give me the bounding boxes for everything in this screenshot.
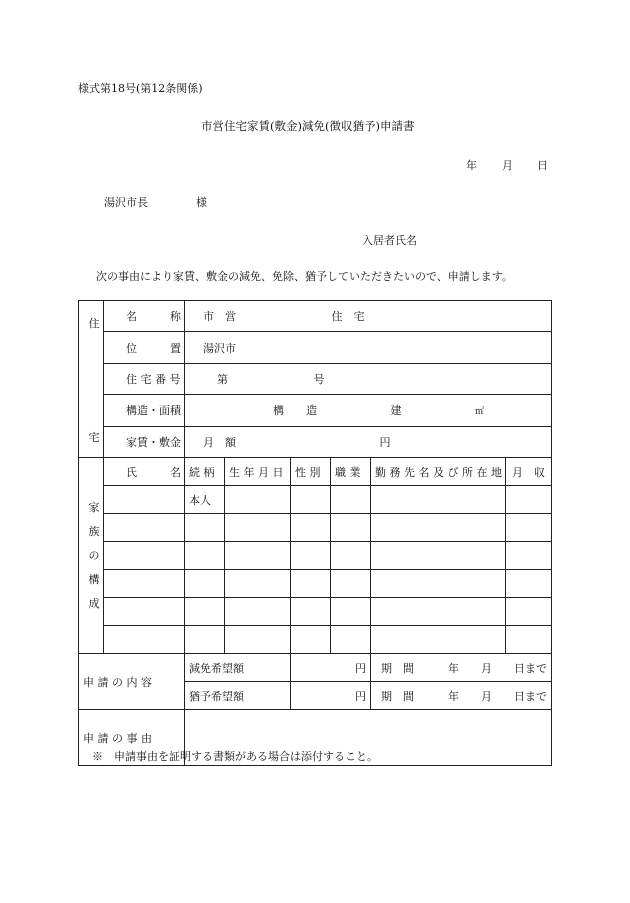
family-income-cell[interactable]	[506, 542, 552, 570]
request-reduction-label: 減免希望額	[185, 654, 291, 682]
family-gender-cell[interactable]	[291, 626, 331, 654]
family-char-1: 家	[88, 500, 100, 514]
family-occupation-cell[interactable]	[331, 542, 371, 570]
family-birthdate-cell[interactable]	[225, 514, 291, 542]
housing-location-field[interactable]: 湯沢市	[185, 332, 552, 363]
family-income-cell[interactable]	[506, 570, 552, 598]
family-income-cell[interactable]	[506, 514, 552, 542]
request-deferral-period-label: 期 間	[381, 689, 414, 703]
family-workplace-cell[interactable]	[371, 514, 506, 542]
family-birthdate-cell[interactable]	[225, 486, 291, 514]
family-row	[79, 570, 552, 598]
family-name-cell[interactable]	[104, 542, 185, 570]
housing-rent-yen: 円	[379, 435, 391, 449]
family-income-cell[interactable]	[506, 598, 552, 626]
request-reason-label: 申 請 の 事 由	[79, 710, 185, 766]
family-birthdate-cell[interactable]	[225, 570, 291, 598]
family-occupation-cell[interactable]	[331, 486, 371, 514]
family-row	[79, 598, 552, 626]
request-reduction-yen: 円	[355, 661, 366, 675]
family-name-cell[interactable]	[104, 514, 185, 542]
request-reduction-period[interactable]	[371, 654, 552, 682]
housing-number-label: 住 宅 番 号	[104, 363, 185, 394]
family-income-cell[interactable]	[506, 486, 552, 514]
family-workplace-cell[interactable]	[371, 570, 506, 598]
page-title: 市営住宅家賃(敷金)減免(徴収猶予)申請書	[201, 119, 415, 133]
housing-structure-unit: ㎡	[475, 407, 485, 418]
family-workplace-cell[interactable]	[371, 598, 506, 626]
applicant-name-label: 入居者氏名	[362, 234, 417, 247]
housing-number-suffix: 号	[313, 372, 325, 386]
addressee-mayor: 湯沢市長	[104, 196, 148, 209]
family-workplace-cell[interactable]	[371, 542, 506, 570]
family-name-cell[interactable]	[104, 598, 185, 626]
family-gender-cell[interactable]	[291, 542, 331, 570]
family-relation-cell[interactable]	[185, 542, 225, 570]
family-occupation-cell[interactable]	[331, 514, 371, 542]
date-day-label: 日	[537, 159, 548, 172]
housing-section-top: 住	[88, 317, 100, 330]
family-row	[79, 542, 552, 570]
housing-structure-kind: 構 造	[273, 404, 317, 418]
family-header-name: 氏 名	[104, 458, 185, 486]
family-occupation-cell[interactable]	[331, 570, 371, 598]
family-header-relation: 続 柄	[185, 458, 225, 486]
housing-number-prefix: 第	[217, 372, 228, 386]
request-reduction-period-label: 期 間	[381, 661, 414, 675]
family-birthdate-cell[interactable]	[225, 598, 291, 626]
family-workplace-cell[interactable]	[371, 486, 506, 514]
family-char-5: 成	[88, 596, 100, 610]
family-gender-cell[interactable]	[291, 570, 331, 598]
family-gender-cell[interactable]	[291, 486, 331, 514]
housing-structure-label: 構造・面積	[104, 395, 185, 426]
family-relation-cell[interactable]	[185, 514, 225, 542]
housing-structure-field[interactable]	[185, 395, 552, 426]
family-row	[79, 626, 552, 654]
family-birthdate-cell[interactable]	[225, 542, 291, 570]
family-header-birthdate: 生 年 月 日	[225, 458, 291, 486]
housing-name-label: 名 称	[104, 301, 185, 332]
housing-section-bottom: 宅	[88, 431, 100, 444]
request-reduction-amount[interactable]	[291, 654, 371, 682]
family-gender-cell[interactable]	[291, 598, 331, 626]
family-relation-cell[interactable]	[185, 598, 225, 626]
request-reduction-period-value: 年 月 日まで	[448, 661, 548, 675]
family-header-gender: 性 別	[291, 458, 331, 486]
request-deferral-yen: 円	[355, 689, 366, 703]
request-deferral-period[interactable]	[371, 682, 552, 710]
family-relation-cell[interactable]	[185, 626, 225, 654]
housing-section-header	[79, 301, 104, 458]
family-income-cell[interactable]	[506, 626, 552, 654]
housing-location-label: 位 置	[104, 332, 185, 363]
family-name-cell[interactable]	[104, 486, 185, 514]
application-form-table	[78, 300, 552, 766]
family-row	[79, 514, 552, 542]
family-workplace-cell[interactable]	[371, 626, 506, 654]
housing-rent-monthly: 月 額	[203, 435, 236, 449]
housing-number-field[interactable]	[185, 363, 552, 394]
intro-text: 次の事由により家賃、敷金の減免、免除、猶予していただきたいので、申請します。	[96, 270, 513, 283]
housing-name-value-b: 住 宅	[331, 310, 365, 324]
family-name-cell[interactable]	[104, 626, 185, 654]
housing-name-value-a: 市 営	[203, 310, 236, 324]
family-row	[79, 486, 552, 514]
family-char-2: 族	[88, 524, 100, 538]
family-section-header	[79, 458, 104, 654]
family-char-3: の	[88, 548, 100, 562]
family-occupation-cell[interactable]	[331, 598, 371, 626]
family-occupation-cell[interactable]	[331, 626, 371, 654]
date-month-label: 月	[502, 159, 513, 172]
family-header-income: 月 収	[506, 458, 552, 486]
request-deferral-period-value: 年 月 日まで	[448, 689, 548, 703]
form-number: 様式第18号(第12条関係)	[78, 82, 203, 95]
family-relation-cell[interactable]: 本人	[185, 486, 225, 514]
request-content-label: 申 請 の 内 容	[79, 654, 185, 710]
family-header-occupation: 職 業	[331, 458, 371, 486]
request-deferral-amount[interactable]	[291, 682, 371, 710]
request-deferral-label: 猶予希望額	[185, 682, 291, 710]
housing-name-field[interactable]	[185, 301, 552, 332]
family-birthdate-cell[interactable]	[225, 626, 291, 654]
date-year-label: 年	[466, 159, 477, 172]
family-header-workplace: 勤 務 先 名 及 び 所 在 地	[371, 458, 506, 486]
addressee-honorific: 様	[196, 196, 207, 209]
housing-rent-label: 家賃・敷金	[104, 426, 185, 457]
housing-structure-building: 建	[390, 404, 402, 418]
family-relation-cell[interactable]	[185, 570, 225, 598]
family-name-cell[interactable]	[104, 570, 185, 598]
family-char-4: 構	[88, 572, 100, 586]
family-gender-cell[interactable]	[291, 514, 331, 542]
housing-rent-field[interactable]	[185, 426, 552, 457]
attachment-note: ※ 申請事由を証明する書類がある場合は添付すること。	[92, 750, 378, 763]
